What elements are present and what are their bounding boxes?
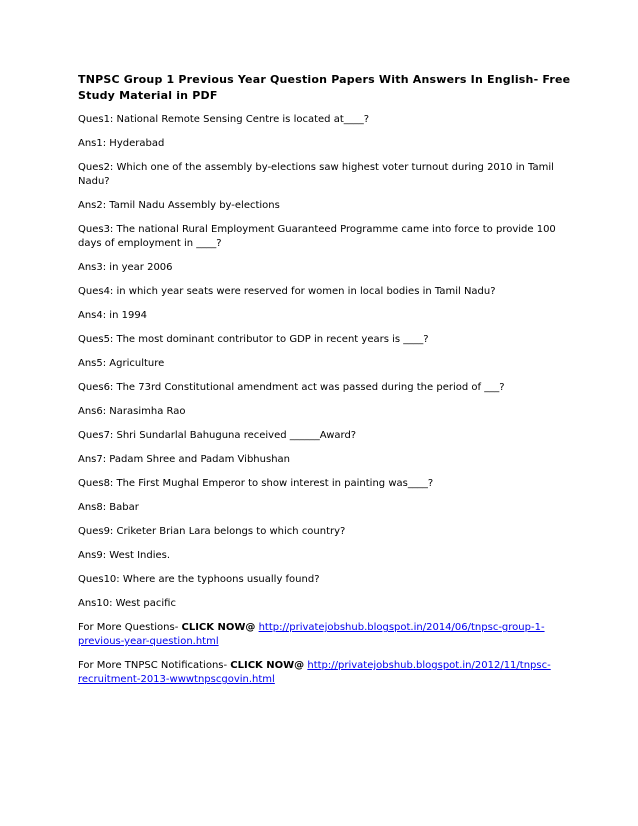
question-line: Ques10: Where are the typhoons usually found? xyxy=(78,574,320,585)
answer-line: Ans8: Babar xyxy=(78,502,139,513)
question-line: Ques6: The 73rd Constitutional amendment act was passed during the period of ___? xyxy=(78,382,505,393)
question-line: Ques7: Shri Sundarlal Bahuguna received ______Award? xyxy=(78,430,357,441)
qa-list xyxy=(78,113,578,611)
answer-line: Ans3: in year 2006 xyxy=(78,262,173,273)
more-questions-prefix: For More Questions- xyxy=(78,622,182,633)
document-page xyxy=(78,72,578,697)
more-questions-link[interactable]: http://privatejobshub.blogspot.in/2014/06/tnpsc-group-1-previous-year-question.html xyxy=(78,622,545,647)
more-questions-cta: CLICK NOW@ xyxy=(181,622,256,633)
question-line: Ques9: Criketer Brian Lara belongs to which country? xyxy=(78,526,346,537)
more-notifications-line xyxy=(78,659,578,687)
answer-line: Ans4: in 1994 xyxy=(78,310,148,321)
answer-line: Ans10: West pacific xyxy=(78,598,176,609)
answer-line: Ans5: Agriculture xyxy=(78,358,165,369)
document-title: TNPSC Group 1 Previous Year Question Papers With Answers In English- Free Study Material in PDF xyxy=(78,73,571,102)
question-line: Ques3: The national Rural Employment Guaranteed Programme came into force to provide 100 days of employment in ____? xyxy=(78,224,556,249)
answer-line: Ans1: Hyderabad xyxy=(78,138,165,149)
more-notifications-prefix: For More TNPSC Notifications- xyxy=(78,660,231,671)
question-line: Ques1: National Remote Sensing Centre is located at____? xyxy=(78,114,370,125)
question-line: Ques8: The First Mughal Emperor to show interest in painting was____? xyxy=(78,478,434,489)
answer-line: Ans6: Narasimha Rao xyxy=(78,406,186,417)
question-line: Ques2: Which one of the assembly by-elections saw highest voter turnout during 2010 in Tamil Nadu? xyxy=(78,162,554,187)
more-questions-line xyxy=(78,621,578,649)
more-notifications-cta: CLICK NOW@ xyxy=(230,660,305,671)
answer-line: Ans9: West Indies. xyxy=(78,550,171,561)
more-notifications-link[interactable]: http://privatejobshub.blogspot.in/2012/11/tnpsc-recruitment-2013-wwwtnpscgovin.html xyxy=(78,660,551,685)
question-line: Ques5: The most dominant contributor to GDP in recent years is ____? xyxy=(78,334,429,345)
answer-line: Ans2: Tamil Nadu Assembly by-elections xyxy=(78,200,280,211)
answer-line: Ans7: Padam Shree and Padam Vibhushan xyxy=(78,454,290,465)
question-line: Ques4: in which year seats were reserved for women in local bodies in Tamil Nadu? xyxy=(78,286,496,297)
